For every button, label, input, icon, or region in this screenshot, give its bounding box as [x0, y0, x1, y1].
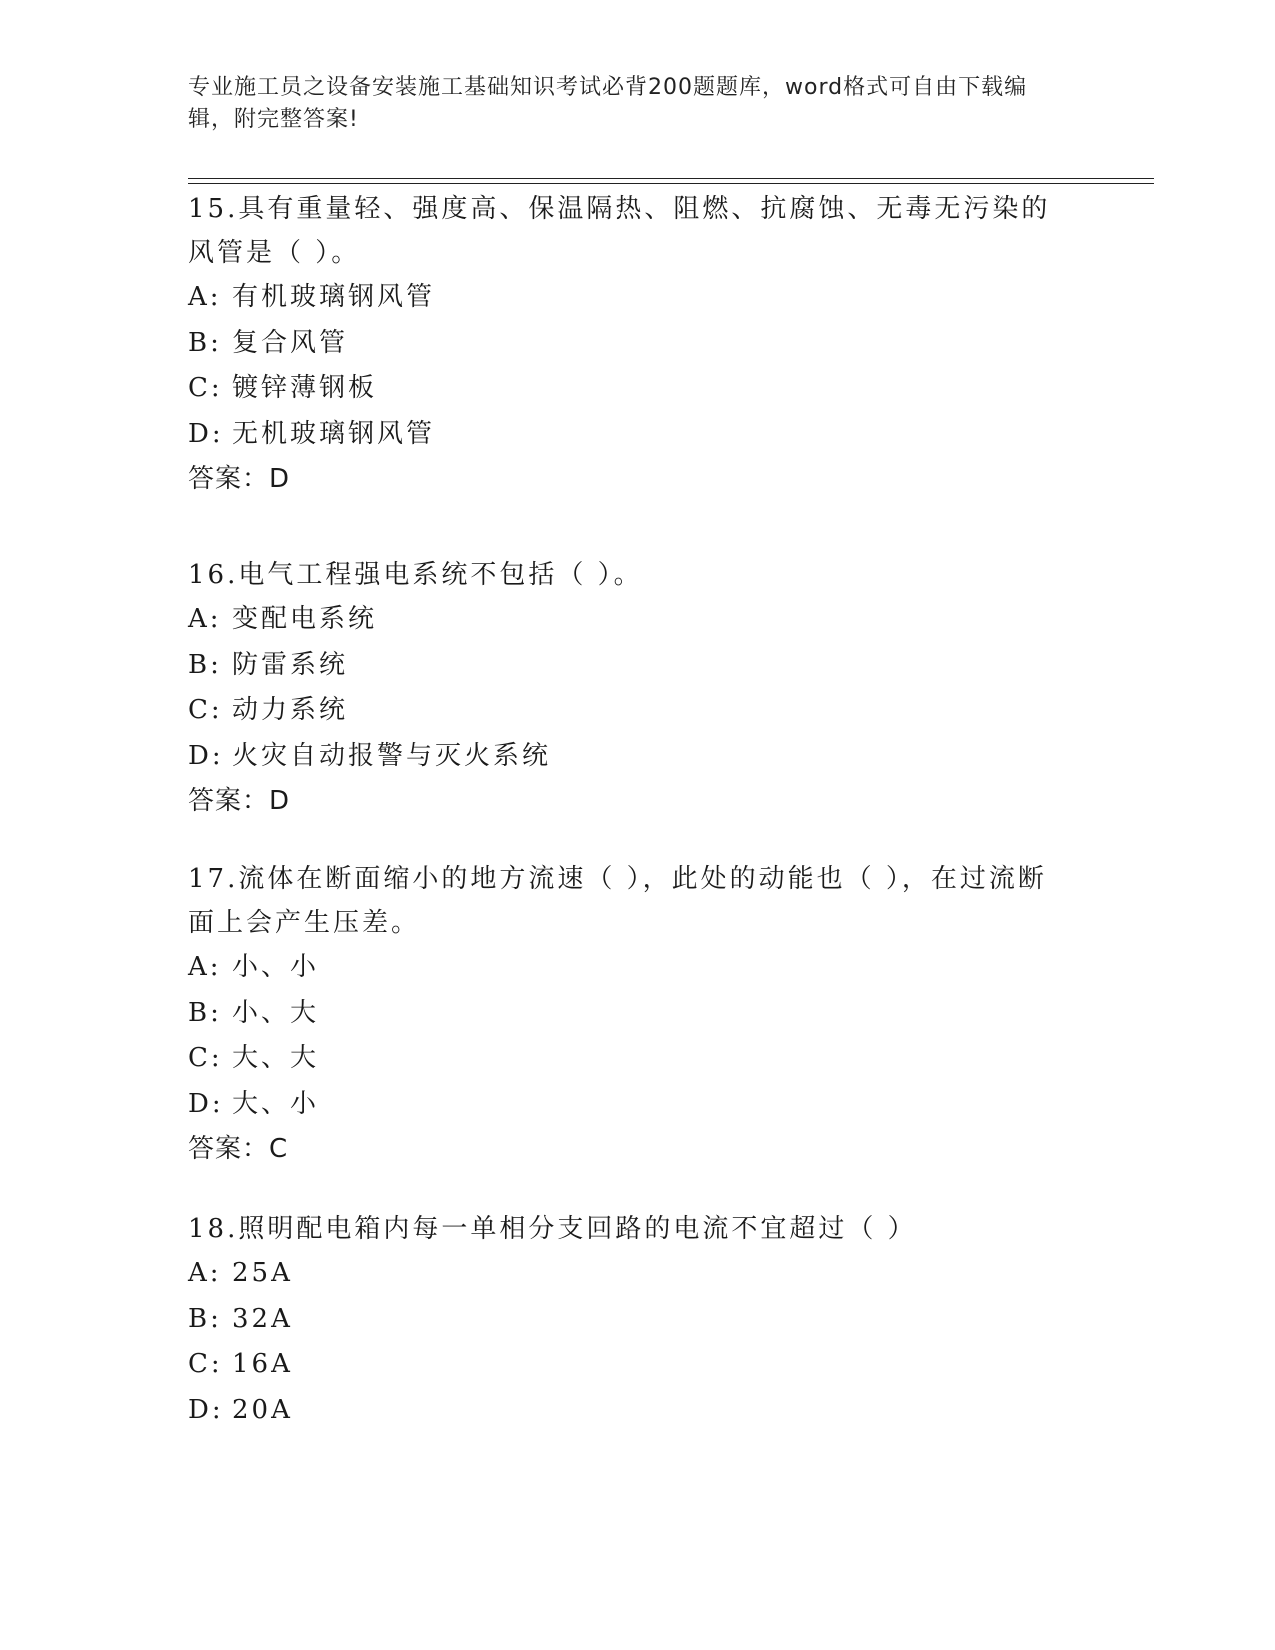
- option-letter: C:: [188, 1043, 223, 1073]
- question-18: [188, 1207, 1068, 1433]
- option-text: 20A: [232, 1394, 293, 1425]
- option-a: [188, 1251, 1068, 1297]
- option-text: 32A: [232, 1303, 293, 1334]
- option-letter: A:: [188, 1258, 222, 1288]
- option-letter: D:: [188, 1394, 224, 1425]
- option-d: [188, 1082, 1068, 1128]
- question-stem: 15.具有重量轻、强度高、保温隔热、阻燃、抗腐蚀、无毒无污染的风管是（ ）。: [188, 194, 1051, 268]
- option-b: [188, 321, 1068, 367]
- question-stem: 17.流体在断面缩小的地方流速（ ），此处的动能也（ ），在过流断面上会产生压差。: [188, 864, 1047, 938]
- option-text: 火灾自动报警与灭火系统: [232, 740, 552, 771]
- option-letter: B:: [188, 1303, 222, 1334]
- option-d: [188, 1388, 1068, 1434]
- option-c: [188, 1036, 1068, 1082]
- option-b: [188, 991, 1068, 1037]
- option-text: 变配电系统: [232, 604, 378, 634]
- option-b: [188, 643, 1068, 689]
- option-letter: B:: [188, 649, 222, 680]
- option-d: [188, 412, 1068, 458]
- option-text: 大、小: [232, 1088, 320, 1119]
- option-a: [188, 275, 1068, 321]
- option-letter: C:: [188, 373, 223, 403]
- option-letter: C:: [188, 695, 223, 725]
- option-text: 镀锌薄钢板: [232, 373, 378, 403]
- option-letter: B:: [188, 327, 222, 358]
- document-header: 专业施工员之设备安装施工基础知识考试必背200题题库，word格式可自由下载编辑，附完整答案!: [188, 75, 1028, 132]
- answer-label: 答案：D: [188, 464, 291, 494]
- option-text: 无机玻璃钢风管: [232, 418, 436, 449]
- option-a: [188, 945, 1068, 991]
- option-letter: C:: [188, 1349, 223, 1379]
- option-letter: A:: [188, 282, 222, 312]
- option-c: [188, 688, 1068, 734]
- header-divider: [188, 178, 1154, 184]
- question-17: [188, 857, 1068, 1171]
- option-text: 小、大: [232, 997, 320, 1028]
- answer-label: 答案：D: [188, 786, 291, 816]
- option-d: [188, 734, 1068, 780]
- question-stem: 16.电气工程强电系统不包括（ ）。: [188, 560, 643, 590]
- option-a: [188, 597, 1068, 643]
- question-15: [188, 187, 1068, 501]
- option-letter: A:: [188, 604, 222, 634]
- option-letter: A:: [188, 952, 222, 982]
- option-text: 防雷系统: [232, 649, 349, 680]
- option-c: [188, 1342, 1068, 1388]
- option-text: 有机玻璃钢风管: [232, 282, 436, 312]
- option-text: 小、小: [232, 952, 320, 982]
- option-letter: B:: [188, 997, 222, 1028]
- option-text: 大、大: [232, 1043, 320, 1073]
- question-stem: 18.照明配电箱内每一单相分支回路的电流不宜超过（ ）: [188, 1214, 917, 1244]
- option-letter: D:: [188, 1088, 224, 1119]
- option-letter: D:: [188, 740, 224, 771]
- option-b: [188, 1297, 1068, 1343]
- question-16: [188, 553, 1068, 823]
- option-text: 动力系统: [232, 695, 349, 725]
- answer-label: 答案：C: [188, 1134, 289, 1164]
- option-c: [188, 366, 1068, 412]
- option-text: 复合风管: [232, 327, 349, 358]
- option-text: 16A: [232, 1349, 293, 1379]
- option-letter: D:: [188, 418, 224, 449]
- option-text: 25A: [232, 1258, 293, 1288]
